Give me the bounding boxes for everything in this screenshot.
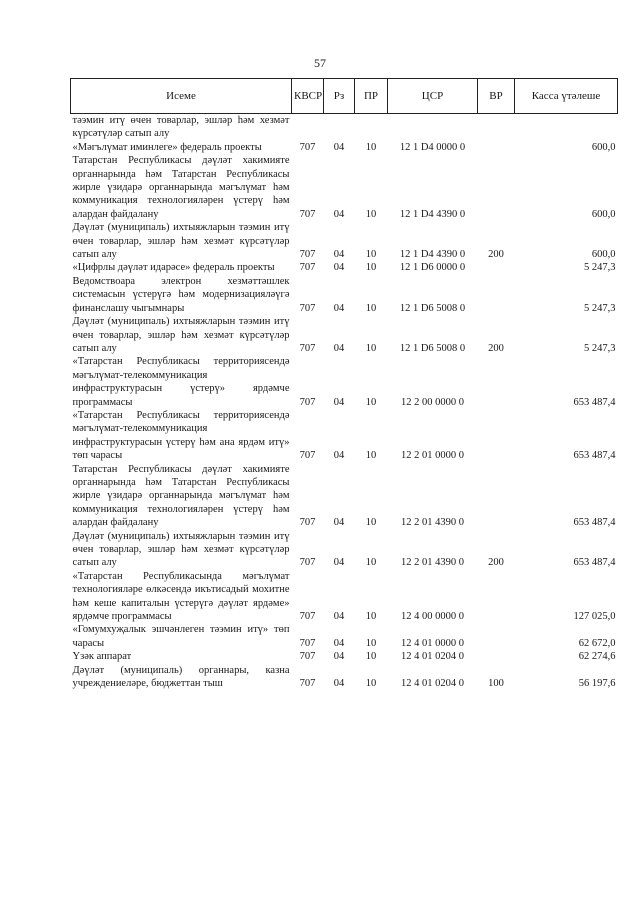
row-name: «Татарстан Республикасы территориясендә мәгълүмат-телекоммуникация инфраструктурасын үстерү һәм ана ярдәм итү» төп чарасы [72, 409, 290, 462]
row-kvsr: 707 [299, 249, 316, 261]
header-name: Исеме [71, 79, 292, 114]
row-name: Дәүләт (муниципаль) органнары, казна учреждениеләре, бюджеттан тыш [72, 664, 290, 690]
row-amount: 5 247,3 [584, 302, 616, 314]
row-csr: 12 2 01 4390 0 [401, 557, 464, 569]
row-vr [478, 463, 515, 530]
row-pr: 10 [365, 342, 377, 354]
row-pr: 10 [365, 396, 377, 408]
row-kvsr: 707 [299, 396, 316, 408]
row-name: «Гомумхуҗалык эшчәнлеген тәэмин итү» төп чарасы [72, 624, 290, 649]
row-csr: 12 2 01 0000 0 [401, 450, 464, 462]
row-name: Дәүләт (муниципаль) ихтыяжларын тәэмин итү өчен товарлар, эшләр һәм хезмәт күрсәтүләр сатып алу [72, 316, 290, 354]
row-rz: 04 [333, 611, 345, 623]
row-name: Үзәк аппарат [72, 651, 132, 663]
row-pr: 10 [365, 141, 377, 153]
row-rz: 04 [333, 262, 345, 274]
row-pr: 10 [365, 611, 377, 623]
table-row [71, 650, 618, 663]
row-amount: 600,0 [591, 141, 616, 153]
row-csr [388, 114, 478, 141]
row-csr: 12 1 D6 5008 0 [399, 302, 466, 314]
table-row [71, 221, 618, 261]
row-pr: 10 [365, 302, 377, 314]
header-kassa: Касса үтәлеше [515, 79, 618, 114]
table-row [71, 664, 618, 691]
row-kvsr: 707 [299, 517, 316, 529]
row-pr: 10 [365, 637, 377, 649]
row-rz: 04 [333, 557, 345, 569]
row-vr: 100 [488, 678, 504, 690]
header-csr: ЦСР [388, 79, 478, 114]
row-rz: 04 [333, 141, 345, 153]
row-csr: 12 4 01 0000 0 [401, 637, 464, 649]
row-kvsr: 707 [299, 557, 316, 569]
row-kvsr: 707 [299, 637, 316, 649]
row-rz: 04 [333, 517, 345, 529]
row-vr [478, 409, 515, 463]
table-row [71, 530, 618, 570]
row-vr [478, 623, 515, 650]
row-name: тәэмин итү өчен товарлар, эшләр һәм хезмәт күрсәтүләр сатып алу [72, 115, 290, 140]
row-amount: 5 247,3 [584, 342, 616, 354]
row-rz: 04 [333, 342, 345, 354]
row-amount: 600,0 [591, 249, 616, 261]
row-csr: 12 1 D4 4390 0 [399, 208, 466, 220]
row-vr [478, 114, 515, 141]
row-name: Татарстан Республикасы дәүләт хакимияте органнарында һәм Татарстан Республикасы жирле үзидарә органнарында мәгълүмат һәм коммуникация технологияләрен үстерү һәм алардан файдалану [72, 155, 290, 220]
row-vr [478, 650, 515, 663]
row-csr: 12 1 D6 5008 0 [399, 342, 466, 354]
row-pr: 10 [365, 262, 377, 274]
table-row [71, 355, 618, 409]
row-amount [515, 114, 618, 141]
table-row [71, 570, 618, 624]
table-row [71, 623, 618, 650]
row-amount: 653 487,4 [573, 450, 616, 462]
row-amount: 62 672,0 [578, 637, 616, 649]
row-csr: 12 4 01 0204 0 [401, 651, 464, 663]
row-vr: 200 [488, 557, 504, 569]
table-row [71, 154, 618, 221]
row-csr: 12 4 01 0204 0 [401, 678, 464, 690]
row-pr: 10 [365, 651, 377, 663]
row-csr: 12 1 D4 4390 0 [399, 249, 466, 261]
row-csr: 12 2 01 4390 0 [401, 517, 464, 529]
row-amount: 5 247,3 [584, 262, 616, 274]
table-header [71, 79, 618, 114]
row-vr [478, 355, 515, 409]
row-name: Дәүләт (муниципаль) ихтыяжларын тәэмин итү өчен товарлар, эшләр һәм хезмәт күрсәтүләр сатып алу [72, 222, 290, 261]
row-vr [478, 141, 515, 154]
row-pr: 10 [365, 517, 377, 529]
row-kvsr: 707 [299, 678, 316, 690]
row-rz: 04 [333, 678, 345, 690]
budget-table [70, 78, 618, 690]
row-kvsr: 707 [299, 450, 316, 462]
table-row [71, 409, 618, 463]
row-pr: 10 [365, 557, 377, 569]
row-pr: 10 [365, 450, 377, 462]
row-amount: 653 487,4 [573, 557, 616, 569]
row-amount: 653 487,4 [573, 396, 616, 408]
row-name: «Мәгълүмат иминлеге» федераль проекты [72, 141, 262, 153]
row-kvsr: 707 [299, 141, 316, 153]
row-amount: 62 274,6 [578, 651, 616, 663]
row-pr: 10 [365, 249, 377, 261]
row-rz: 04 [333, 249, 345, 261]
row-vr [478, 570, 515, 624]
row-csr: 12 4 00 0000 0 [401, 611, 464, 623]
header-vr: ВР [478, 79, 515, 114]
header-pr: ПР [355, 79, 388, 114]
row-kvsr: 707 [299, 651, 316, 663]
row-vr [478, 275, 515, 315]
row-csr: 12 1 D6 0000 0 [399, 262, 466, 274]
row-name: «Цифрлы дәүләт идарәсе» федераль проекты [72, 262, 275, 274]
row-rz: 04 [333, 651, 345, 663]
table-row [71, 141, 618, 154]
row-name: «Татарстан Республикасында мәгълүмат технологияләре өлкәсендә икътисадый мохитне һәм кеше капиталын үстерүгә дәүләт ярдәме» ярдәмче программасы [72, 570, 290, 623]
row-name: «Татарстан Республикасы территориясендә мәгълүмат-телекоммуникация инфраструктурасын үстерү» ярдәмче программасы [72, 356, 290, 408]
row-amount: 600,0 [591, 208, 616, 220]
table-row [71, 114, 618, 141]
page-number: 57 [314, 56, 326, 70]
row-kvsr: 707 [299, 302, 316, 314]
row-pr [355, 114, 388, 141]
row-vr [478, 261, 515, 274]
row-name: Дәүләт (муниципаль) ихтыяжларын тәэмин итү өчен товарлар, эшләр һәм хезмәт күрсәтүләр сатып алу [72, 530, 290, 569]
row-rz: 04 [333, 450, 345, 462]
table-body [71, 114, 618, 691]
table-row [71, 261, 618, 274]
row-kvsr: 707 [299, 342, 316, 354]
row-rz: 04 [333, 208, 345, 220]
row-name: Татарстан Республикасы дәүләт хакимияте органнарында һәм Татарстан Республикасы жирле үзидарә органнарында мәгълүмат һәм коммуникация технологияләрен үстерү һәм алардан файдалану [72, 463, 290, 529]
row-amount: 56 197,6 [578, 678, 616, 690]
table-row [71, 463, 618, 530]
row-rz [324, 114, 355, 141]
row-vr: 200 [488, 249, 504, 261]
row-rz: 04 [333, 302, 345, 314]
row-name: Ведомствоара электрон хезмәттәшлек системасын үстерүгә һәм модернизацияләүгә финанслашу чыгымнары [72, 275, 290, 314]
row-csr: 12 2 00 0000 0 [401, 396, 464, 408]
header-rz: Рз [324, 79, 355, 114]
row-vr [478, 154, 515, 221]
row-pr: 10 [365, 208, 377, 220]
row-vr: 200 [488, 342, 504, 354]
row-amount: 653 487,4 [573, 517, 616, 529]
row-kvsr: 707 [299, 208, 316, 220]
table-row [71, 315, 618, 355]
row-rz: 04 [333, 396, 345, 408]
header-kvsr: КВСР [292, 79, 324, 114]
row-kvsr [292, 114, 324, 141]
row-amount: 127 025,0 [573, 611, 616, 623]
table-row [71, 275, 618, 315]
row-csr: 12 1 D4 0000 0 [399, 141, 466, 153]
row-kvsr: 707 [299, 262, 316, 274]
row-rz: 04 [333, 637, 345, 649]
row-kvsr: 707 [299, 611, 316, 623]
row-pr: 10 [365, 678, 377, 690]
